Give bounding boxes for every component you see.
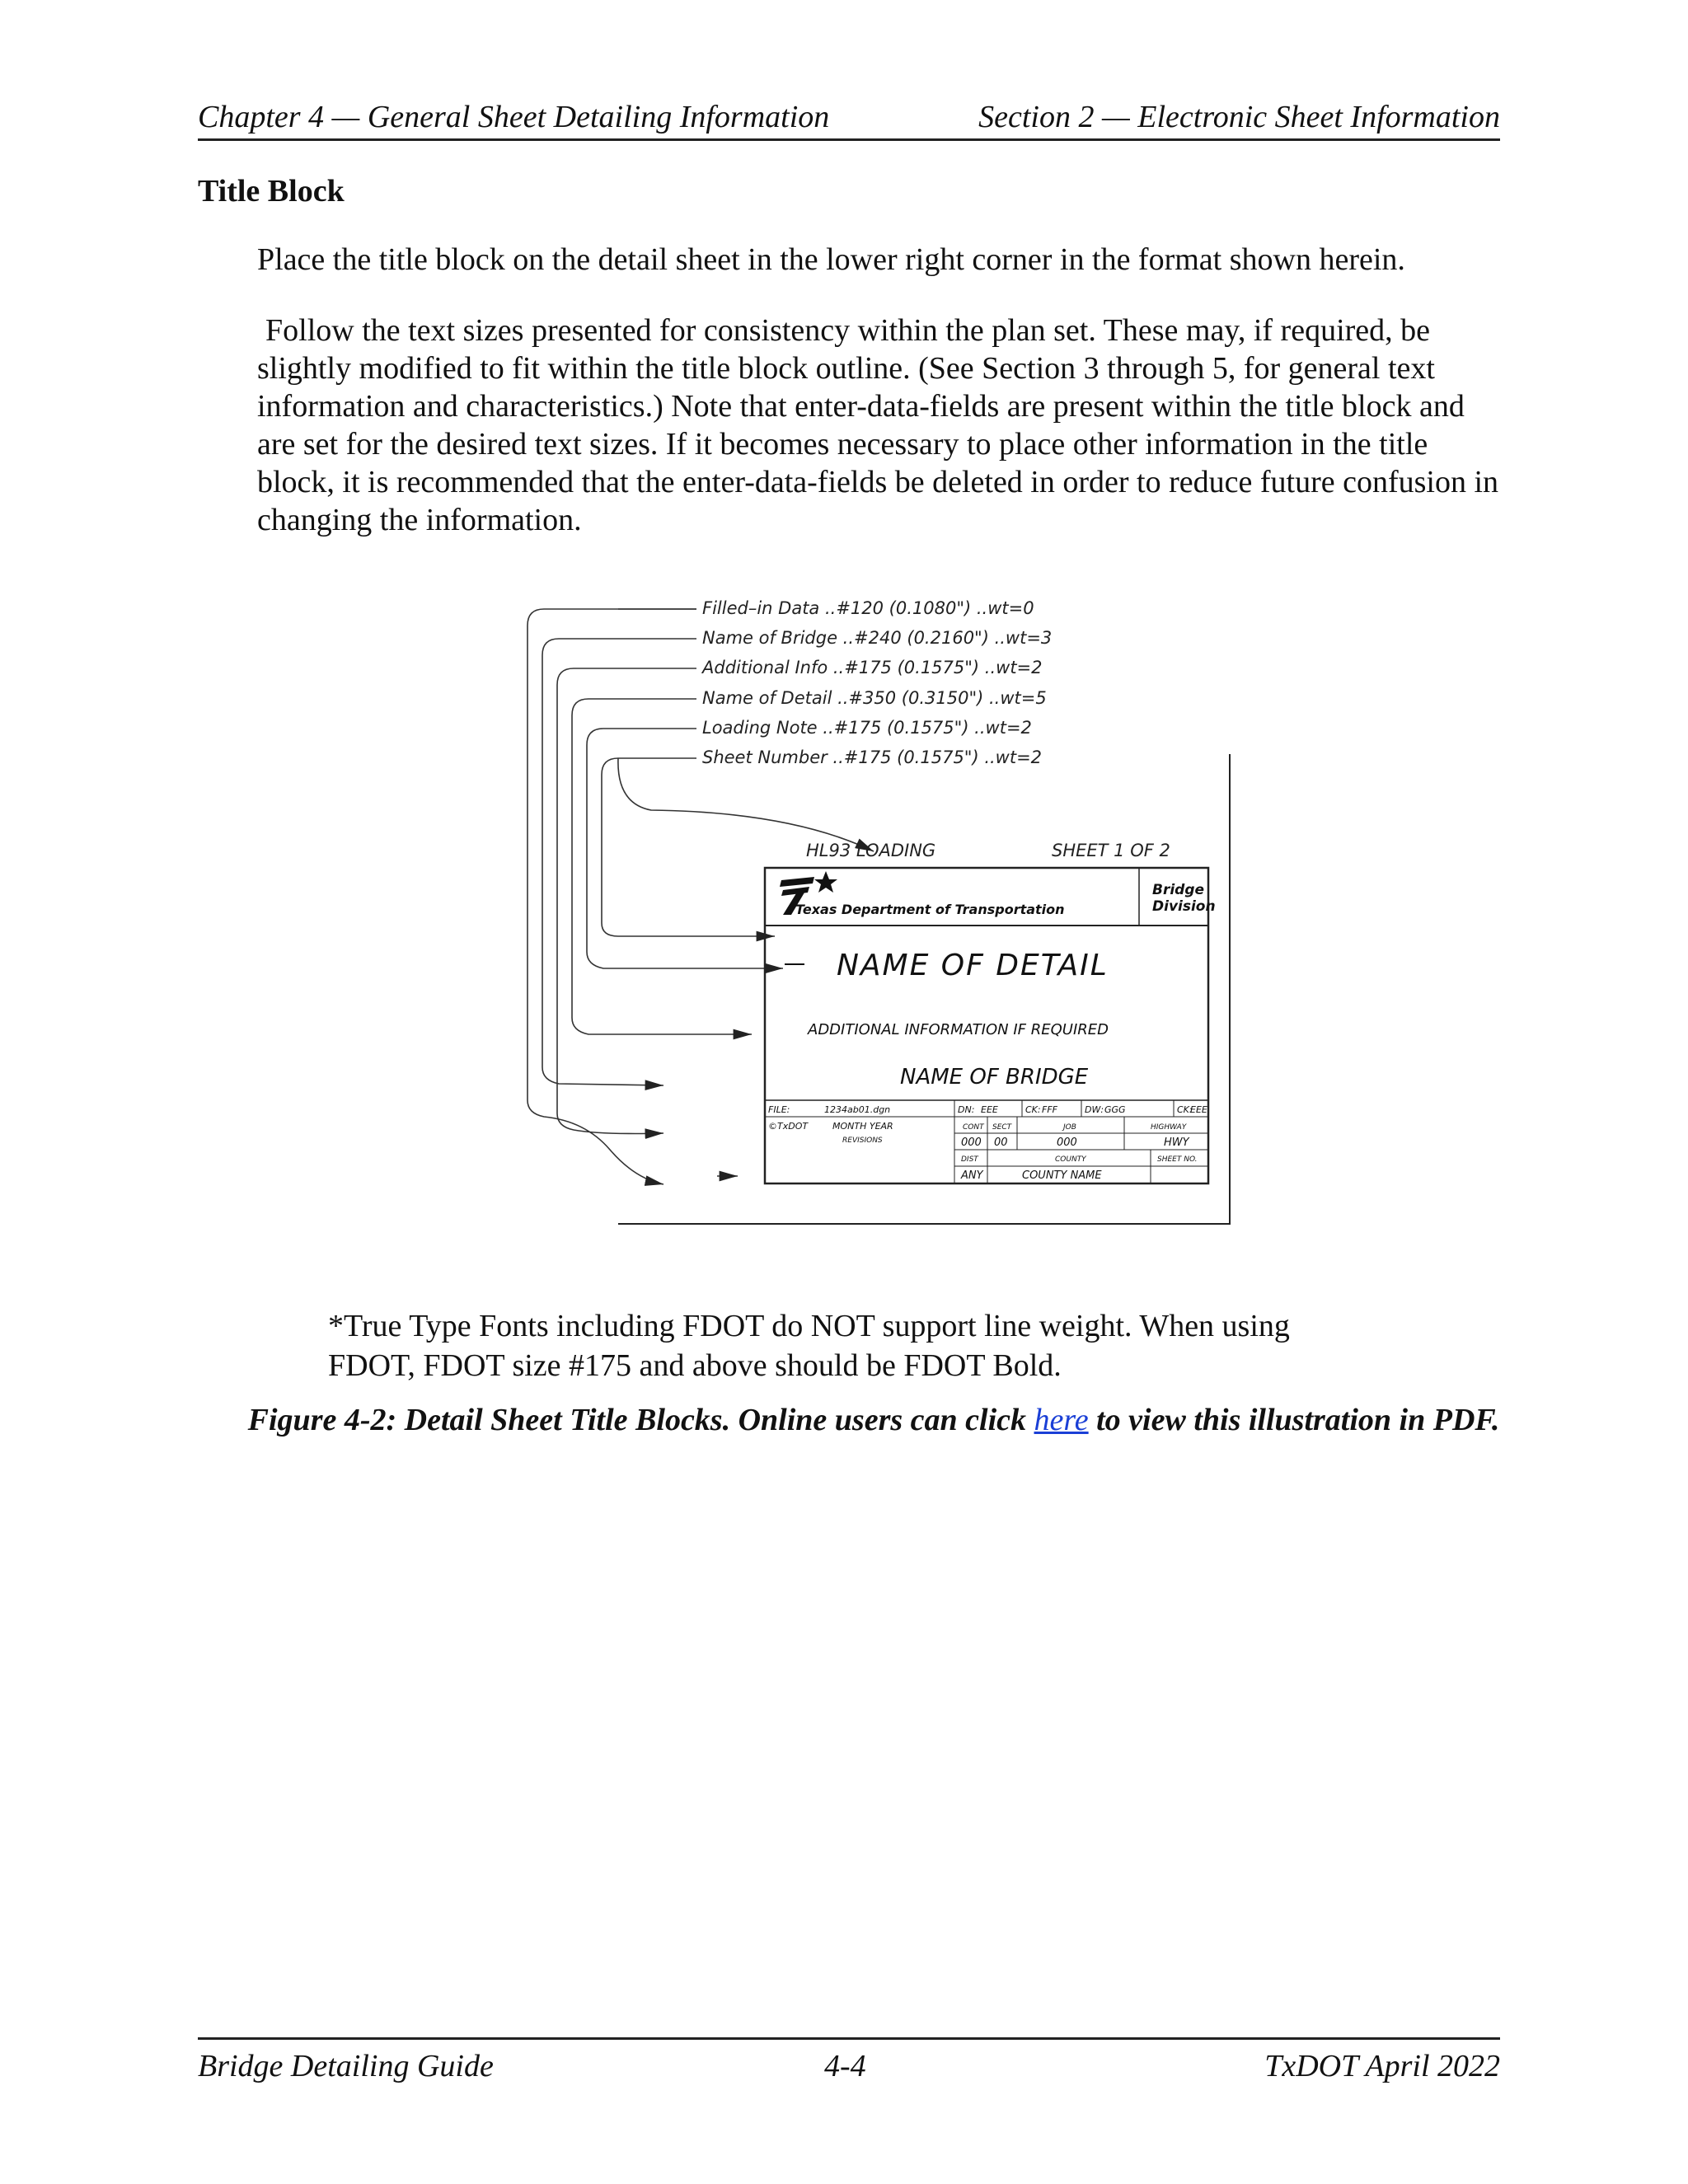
copyright-text: ©TxDOT <box>768 1121 809 1132</box>
footer-guide: Bridge Detailing Guide <box>198 2049 494 2083</box>
callout-name-detail: Name of Detail ..#350 (0.3150") ..wt=5 <box>702 688 1047 708</box>
cont-label: CONT <box>963 1123 984 1132</box>
county-value: COUNTY NAME <box>1022 1169 1102 1182</box>
date-text: MONTH YEAR <box>832 1121 893 1132</box>
detail-name: NAME OF DETAIL <box>837 949 1109 982</box>
bridge-name: NAME OF BRIDGE <box>900 1065 1089 1090</box>
dn-value: EEE <box>981 1104 998 1115</box>
page-header <box>198 97 1500 141</box>
dn-label: DN: <box>958 1104 975 1115</box>
dw-value: GGG <box>1104 1104 1126 1115</box>
callout-additional: Additional Info ..#175 (0.1575") ..wt=2 <box>702 658 1043 677</box>
paragraph-1: Place the title block on the detail sheet in the lower right corner in the format shown herein. <box>257 242 1405 277</box>
division-line-2: Division <box>1152 898 1216 915</box>
paragraph-2: Follow the text sizes presented for consistency within the plan set. These may, if required, be slightly modified to fit within the title block outline. (See Section 3 through 5, for general text information and characteristics.) Note that enter-data-fields are present within the title block and are set for the desired text sizes. If it becomes necessary to place other information in the title block, it is recommended that the enter-data-fields be deleted in order to reduce future confusion in changing the information. <box>257 313 1499 537</box>
highway-label: HIGHWAY <box>1151 1123 1187 1132</box>
agency-name: Texas Department of Transportation <box>795 902 1065 917</box>
revisions-label: REVISIONS <box>842 1137 883 1145</box>
loading-note: HL93 LOADING <box>806 841 936 860</box>
font-note-line-2: FDOT, FDOT size #175 and above should be FDOT Bold. <box>328 1348 1062 1383</box>
font-note <box>328 1306 1400 1385</box>
page-number: 4-4 <box>824 2049 866 2083</box>
header-chapter: Chapter 4 — General Sheet Detailing Information <box>198 100 830 134</box>
dist-value: ANY <box>961 1169 983 1182</box>
dist-label: DIST <box>961 1155 978 1164</box>
additional-info: ADDITIONAL INFORMATION IF REQUIRED <box>808 1021 1109 1038</box>
page-footer <box>198 2037 1500 2083</box>
job-value: 000 <box>1057 1137 1077 1149</box>
ck2-value: EEE <box>1190 1104 1207 1115</box>
sheet-number: SHEET 1 OF 2 <box>1052 841 1170 860</box>
dw-label: DW: <box>1085 1104 1104 1115</box>
cont-value: 000 <box>961 1137 982 1149</box>
ck1-label: CK: <box>1025 1104 1041 1115</box>
pdf-link[interactable]: here <box>1034 1403 1089 1437</box>
caption-text-before: Figure 4-2: Detail Sheet Title Blocks. Online users can click <box>247 1403 1034 1437</box>
ck2-label: CK: <box>1177 1104 1193 1115</box>
sect-value: 00 <box>994 1137 1008 1149</box>
header-section: Section 2 — Electronic Sheet Information <box>978 100 1500 134</box>
callout-sheet-number: Sheet Number ..#175 (0.1575") ..wt=2 <box>702 748 1043 767</box>
highway-value: HWY <box>1164 1137 1189 1149</box>
caption-text-after: to view this illustration in PDF. <box>1088 1403 1500 1437</box>
callout-filled-in: Filled–in Data ..#120 (0.1080") ..wt=0 <box>702 598 1034 618</box>
callout-loading: Loading Note ..#175 (0.1575") ..wt=2 <box>702 718 1032 738</box>
division-line-1: Bridge <box>1152 882 1205 898</box>
ck1-value: FFF <box>1042 1104 1057 1115</box>
file-label: FILE: <box>768 1104 790 1115</box>
job-label: JOB <box>1063 1123 1076 1132</box>
sheetno-label: SHEET NO. <box>1157 1155 1198 1164</box>
sect-label: SECT <box>992 1123 1012 1132</box>
callout-name-bridge: Name of Bridge ..#240 (0.2160") ..wt=3 <box>702 628 1053 648</box>
footer-date: TxDOT April 2022 <box>1264 2049 1500 2083</box>
file-value: 1234ab01.dgn <box>824 1104 891 1115</box>
section-title: Title Block <box>198 174 345 209</box>
font-note-line-1: *True Type Fonts including FDOT do NOT support line weight. When using <box>328 1309 1290 1343</box>
figure-caption <box>239 1401 1508 1439</box>
county-label: COUNTY <box>1055 1155 1086 1164</box>
title-block-figure <box>519 589 1245 1240</box>
